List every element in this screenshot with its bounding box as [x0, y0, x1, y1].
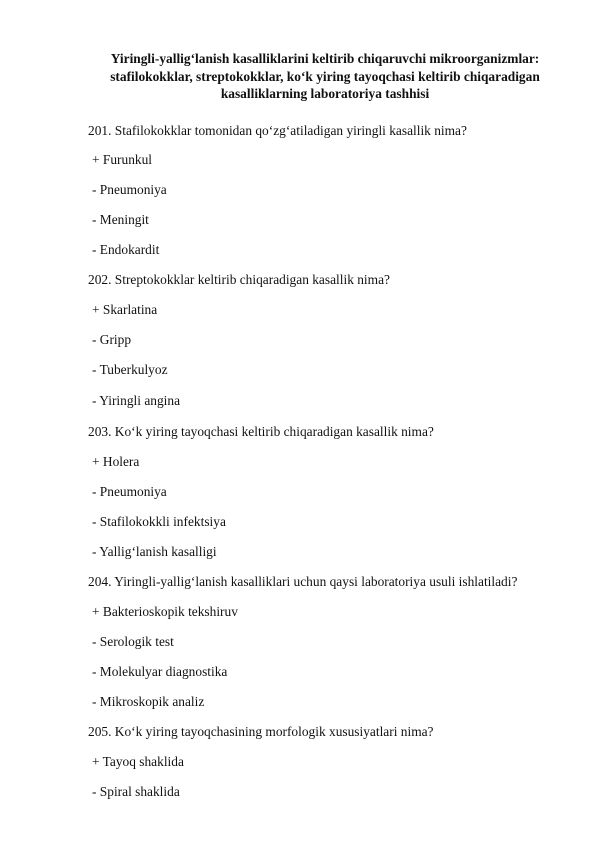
answer-option: - Yallig‘lanish kasalligi — [92, 544, 217, 559]
answer-option: - Endokardit — [92, 242, 160, 257]
answer-option: - Tuberkulyoz — [92, 362, 168, 377]
answer-option: - Pneumoniya — [92, 484, 167, 499]
question-202: 202. Streptokokklar keltirib chiqaradigan kasallik nima? — [88, 272, 390, 287]
title-line-1: Yiringli-yallig‘lanish kasalliklarini keltirib chiqaruvchi mikroorganizmlar: — [110, 51, 540, 66]
question-205: 205. Ko‘k yiring tayoqchasining morfologik xususiyatlari nima? — [88, 724, 434, 739]
question-201: 201. Stafilokokklar tomonidan qo‘zg‘atiladigan yiringli kasallik nima? — [88, 123, 467, 138]
answer-option: + Bakterioskopik tekshiruv — [92, 604, 238, 619]
answer-option: - Stafilokokkli infektsiya — [92, 514, 226, 529]
document-title — [90, 50, 560, 103]
answer-option: - Spiral shaklida — [92, 784, 180, 799]
question-203: 203. Ko‘k yiring tayoqchasi keltirib chiqaradigan kasallik nima? — [88, 424, 434, 439]
answer-option: - Meningit — [92, 212, 149, 227]
answer-option: - Serologik test — [92, 634, 174, 649]
answer-option: + Skarlatina — [92, 302, 158, 317]
answer-option: - Yiringli angina — [92, 393, 181, 408]
answer-option: - Pneumoniya — [92, 182, 167, 197]
answer-option: + Holera — [92, 454, 140, 469]
answer-option: - Gripp — [92, 332, 132, 347]
title-line-2: stafilokokklar, streptokokklar, ko‘k yiring tayoqchasi keltirib chiqaradigan — [110, 68, 540, 84]
answer-option: + Furunkul — [92, 152, 153, 167]
title-line-3: kasalliklarning laboratoriya tashhisi — [220, 86, 430, 101]
answer-option: + Tayoq shaklida — [92, 754, 184, 769]
question-204: 204. Yiringli-yallig‘lanish kasalliklari uchun qaysi laboratoriya usuli ishlatiladi? — [88, 574, 518, 589]
answer-option: - Molekulyar diagnostika — [92, 664, 228, 679]
answer-option: - Mikroskopik analiz — [92, 694, 205, 709]
